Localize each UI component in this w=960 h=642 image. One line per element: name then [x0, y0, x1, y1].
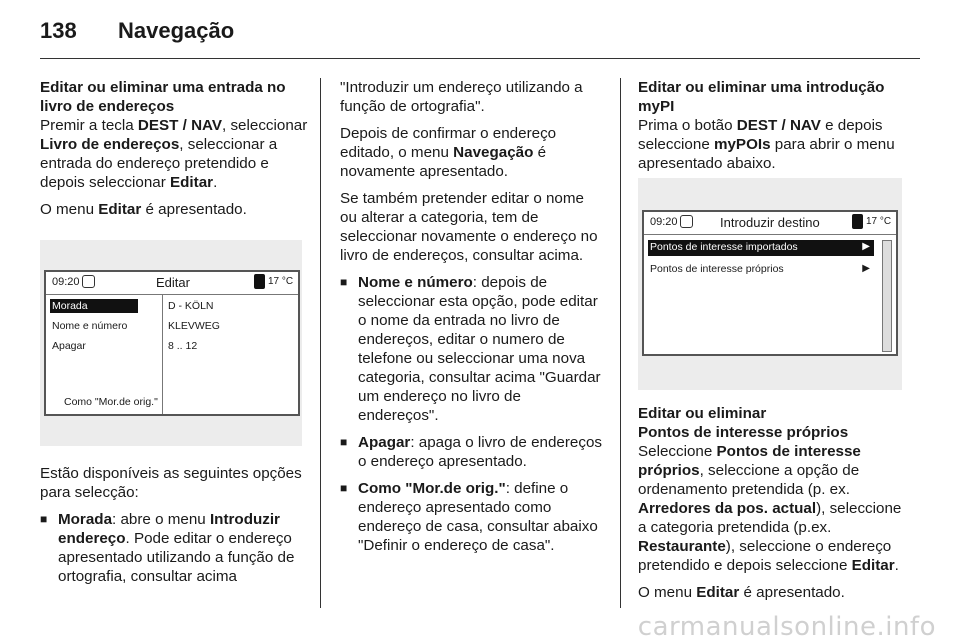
- paragraph: O menu Editar é apresentado.: [40, 201, 247, 218]
- screen-title: Editar: [156, 275, 190, 290]
- temperature: 17 °C: [866, 216, 892, 227]
- chevron-right-icon: ▶: [862, 241, 870, 252]
- menu-item-nome-numero[interactable]: Nome e número: [52, 320, 128, 332]
- column-2: [340, 78, 604, 563]
- value-city: D - KÖLN: [168, 300, 214, 312]
- menu-item-pontos-importados[interactable]: Pontos de interesse importados ▶: [648, 240, 874, 256]
- temperature: 17 °C: [268, 276, 294, 287]
- bullet-apagar: ■ Apagar: apaga o livro de endereços o endereço apresentado.: [340, 433, 604, 471]
- paragraph: Depois de confirmar o endereço editado, o menu Navegação é novamente apresentado.: [340, 125, 557, 180]
- clock-time: 09:20: [52, 276, 80, 288]
- value-number: 8 .. 12: [168, 340, 198, 352]
- bullet-nome-numero: ■ Nome e número: depois de seleccionar esta opção, pode editar o nome da entrada no livro de endereços, editar o numero de telefone ou seleccionar uma nova categoria, consultar acima "Guardar um endereço no livro de endereços".: [340, 273, 604, 425]
- screen-title: Introduzir destino: [720, 215, 820, 230]
- chevron-right-icon: ▶: [862, 263, 870, 274]
- phone-icon: [852, 214, 863, 229]
- page-title: Navegação: [118, 18, 235, 43]
- paragraph: Seleccione Pontos de interesse próprios, seleccione a opção de ordenamento pretendida (p. ex. Arredores da pos. actual), seleccione a categoria pretendida (p.ex. Restaurante), seleccione o endereço pretendido e depois seleccione Editar.: [638, 443, 902, 574]
- column-divider-1: [320, 78, 321, 608]
- screen-display: [642, 210, 898, 356]
- column-3: [638, 78, 904, 181]
- bullet-como-mor-orig: ■ Como "Mor.de orig.": define o endereço apresentado como endereço de casa, consultar abaixo "Definir o endereço de casa".: [340, 479, 604, 555]
- scrollbar[interactable]: [882, 240, 892, 352]
- bullet-morada: ■ Morada: abre o menu Introduzir endereço. Pode editar o endereço apresentado utilizando a função de ortografia, consultar acima: [40, 510, 308, 586]
- paragraph: Se também pretender editar o nome ou alterar a categoria, tem de seleccionar novamente o endereço no livro de endereços, consultar acima.: [340, 190, 598, 264]
- paragraph: Premir a tecla DEST / NAV, seleccionar Livro de endereços, seleccionar a entrada do endereço pretendido e depois seleccionar Editar.: [40, 117, 308, 191]
- screen-divider: [162, 294, 163, 414]
- column-1-lower: [40, 464, 308, 594]
- clock-time: 09:20: [650, 216, 678, 228]
- column-1: [40, 78, 308, 227]
- section-heading: Editar ou eliminar uma introdução myPI: [638, 79, 885, 115]
- screen-image-introduzir-destino: [638, 178, 902, 390]
- value-street: KLEVWEG: [168, 320, 220, 332]
- page-number: 138: [40, 18, 77, 43]
- paragraph: "Introduzir um endereço utilizando a função de ortografia".: [340, 79, 583, 115]
- section-heading: Editar ou eliminar Pontos de interesse próprios: [638, 405, 849, 441]
- page-header: [40, 18, 920, 58]
- paragraph: O menu Editar é apresentado.: [638, 584, 845, 601]
- paragraph: Prima o botão DEST / NAV e depois seleccione myPOIs para abrir o menu apresentado abaixo.: [638, 117, 895, 172]
- menu-item-como-mor-orig[interactable]: Como "Mor.de orig.": [64, 396, 158, 408]
- screen-image-editar: [40, 240, 302, 446]
- paragraph: Estão disponíveis as seguintes opções para selecção:: [40, 465, 302, 501]
- menu-item-pontos-proprios[interactable]: Pontos de interesse próprios ▶: [650, 263, 870, 275]
- status-bar: [46, 272, 298, 295]
- header-divider: [40, 58, 920, 59]
- clock-icon: [82, 275, 95, 288]
- section-heading: Editar ou eliminar uma entrada no livro de endereços: [40, 79, 286, 115]
- menu-item-morada[interactable]: Morada: [50, 299, 138, 313]
- watermark: carmanualsonline.info: [637, 612, 936, 642]
- column-3-lower: [638, 404, 904, 610]
- menu-item-apagar[interactable]: Apagar: [52, 340, 86, 352]
- clock-icon: [680, 215, 693, 228]
- screen-display: [44, 270, 300, 416]
- phone-icon: [254, 274, 265, 289]
- column-divider-2: [620, 78, 621, 608]
- status-bar: [644, 212, 896, 235]
